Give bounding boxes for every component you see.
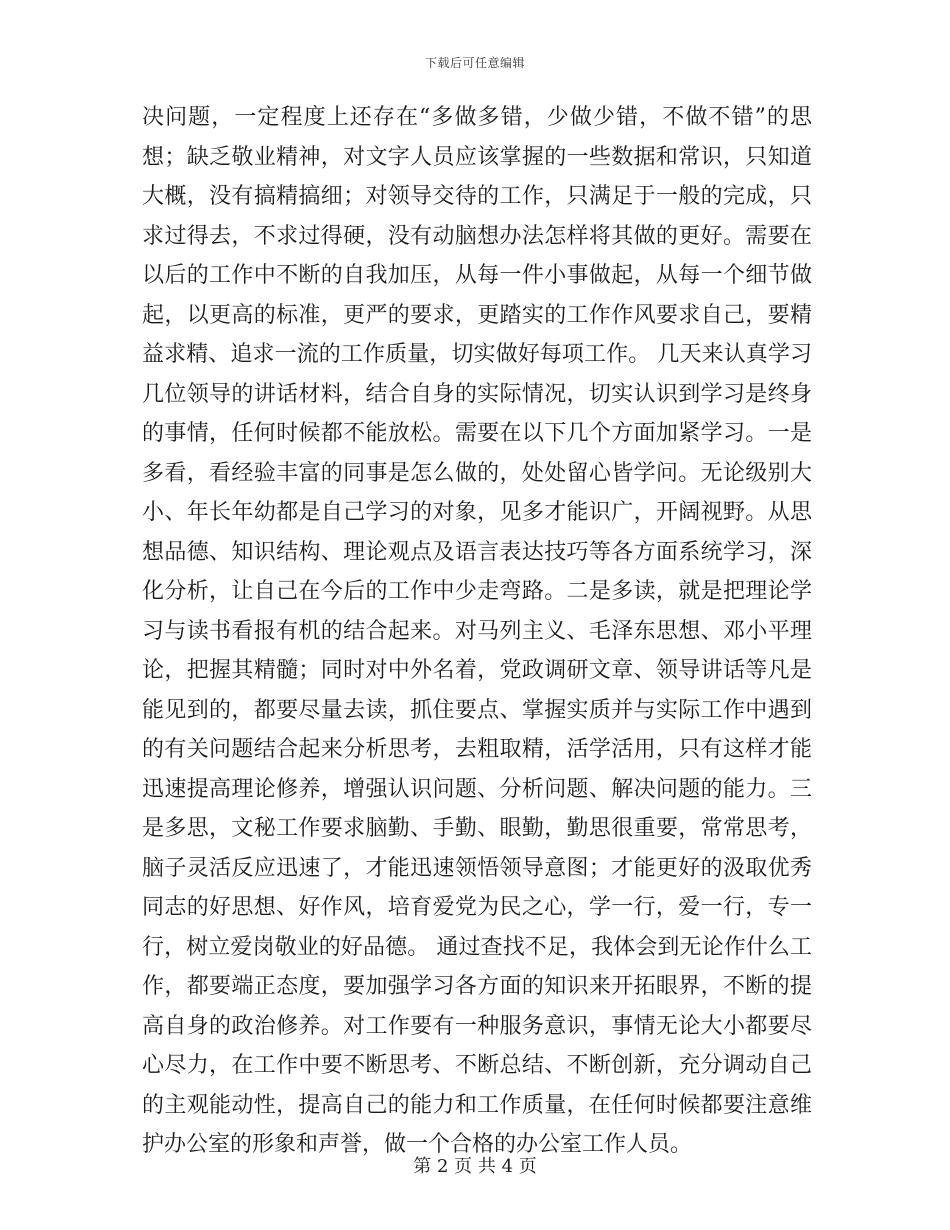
text-line: 能见到的，都要尽量去读，抓住要点、掌握实质并与实际工作中遇到 (142, 697, 812, 723)
text-line: 心尽力，在工作中要不断思考、不断总结、不断创新，充分调动自己 (142, 1053, 812, 1078)
text-line: 的主观能动性，提高自己的能力和工作质量，在任何时候都要注意维 (142, 1092, 812, 1118)
text-line: 是多思，文秘工作要求脑勤、手勤、眼勤，勤思很重要，常常思考， (142, 816, 812, 841)
text-line: 多看，看经验丰富的同事是怎么做的，处处留心皆学问。无论级别大 (142, 460, 812, 486)
text-line: 化分析，让自己在今后的工作中少走弯路。二是多读，就是把理论学 (142, 579, 812, 604)
text-line: 的事情，任何时候都不能放松。需要在以下几个方面加紧学习。一是 (142, 421, 812, 446)
body-text (142, 98, 812, 1165)
text-line: 小、年长年幼都是自己学习的对象，见多才能识广，开阔视野。从思 (142, 500, 812, 525)
text-line: 论，把握其精髓；同时对中外名着，党政调研文章、领导讲话等凡是 (142, 658, 812, 683)
text-line: 起，以更高的标准，更严的要求，更踏实的工作作风要求自己，要精 (142, 302, 812, 328)
text-line: 大概，没有搞精搞细；对领导交待的工作，只满足于一般的完成，只 (142, 184, 812, 209)
text-line: 益求精、追求一流的工作质量，切实做好每项工作。 几天来认真学习 (142, 342, 812, 367)
text-line: 习与读书看报有机的结合起来。对马列主义、毛泽东思想、邓小平理 (142, 618, 812, 644)
text-line: 的有关问题结合起来分析思考，去粗取精，活学活用，只有这样才能 (142, 737, 812, 762)
text-line: 几位领导的讲话材料，结合自身的实际情况，切实认识到学习是终身 (142, 381, 812, 407)
text-line: 决问题，一定程度上还存在“多做多错，少做少错，不做不错”的思 (142, 105, 812, 130)
text-line: 想品德、知识结构、理论观点及语言表达技巧等各方面系统学习，深 (142, 539, 812, 565)
text-line: 以后的工作中不断的自我加压，从每一件小事做起，从每一个细节做 (142, 263, 812, 288)
text-line: 想；缺乏敬业精神，对文字人员应该掌握的一些数据和常识，只知道 (142, 144, 812, 170)
text-line: 求过得去，不求过得硬，没有动脑想办法怎样将其做的更好。需要在 (142, 223, 812, 249)
page-number: 第 2 页 共 4 页 (413, 1156, 537, 1177)
header-note: 下载后可任意编辑 (424, 56, 525, 70)
text-line: 高自身的政治修养。对工作要有一种服务意识，事情无论大小都要尽 (142, 1013, 812, 1039)
text-line: 护办公室的形象和声誉，做一个合格的办公室工作人员。 (142, 1132, 693, 1157)
text-line: 脑子灵活反应迅速了，才能迅速领悟领导意图；才能更好的汲取优秀 (142, 855, 812, 881)
text-line: 行，树立爱岗敬业的好品德。 通过查找不足，我体会到无论作什么工 (142, 934, 812, 960)
text-line: 同志的好思想、好作风，培育爱党为民之心，学一行，爱一行，专一 (142, 895, 812, 920)
text-line: 作，都要端正态度，要加强学习各方面的知识来开拓眼界，不断的提 (142, 974, 812, 999)
text-line: 迅速提高理论修养，增强认识问题、分析问题、解决问题的能力。三 (142, 776, 812, 802)
